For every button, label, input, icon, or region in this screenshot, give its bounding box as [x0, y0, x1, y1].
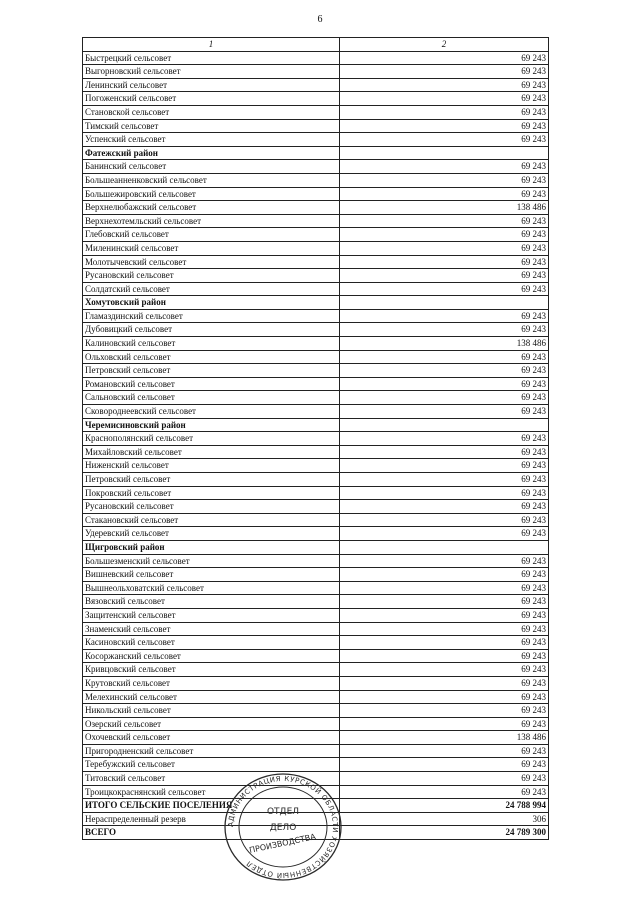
amount-value [340, 296, 549, 310]
amount-value: 69 243 [340, 676, 549, 690]
table-row [83, 649, 549, 663]
stamp-outer-text: АДМИНИСТРАЦИЯ КУРСКОЙ ОБЛАСТИ ХОЗЯЙСТВЕННЫЙ ОТДЕЛ [226, 774, 340, 880]
table-row [83, 309, 549, 323]
settlement-name: Знаменский сельсовет [83, 622, 340, 636]
table-row [83, 255, 549, 269]
table-row [83, 350, 549, 364]
table-row [83, 78, 549, 92]
table-body [83, 51, 549, 839]
amount-value: 69 243 [340, 500, 549, 514]
table-row [83, 269, 549, 283]
settlement-name: Мелехинский сельсовет [83, 690, 340, 704]
table-row [83, 432, 549, 446]
column-header-2: 2 [340, 38, 549, 52]
table-row [83, 173, 549, 187]
settlement-name: Никольский сельсовет [83, 704, 340, 718]
amount-value: 69 243 [340, 214, 549, 228]
table-row [83, 595, 549, 609]
settlement-name: Русановский сельсовет [83, 500, 340, 514]
stamp-line-1: ОТДЕЛ [266, 807, 300, 817]
settlement-name: Касиновский сельсовет [83, 636, 340, 650]
amount-value: 69 243 [340, 51, 549, 65]
table-row [83, 459, 549, 473]
settlement-name: Петровский сельсовет [83, 473, 340, 487]
settlement-name: Покровский сельсовет [83, 486, 340, 500]
settlement-name: Молотычевский сельсовет [83, 255, 340, 269]
amount-value: 69 243 [340, 323, 549, 337]
table-row [83, 554, 549, 568]
amount-value: 69 243 [340, 187, 549, 201]
settlement-name: Вишневский сельсовет [83, 568, 340, 582]
table-row [83, 364, 549, 378]
table-row [83, 105, 549, 119]
amount-value: 69 243 [340, 785, 549, 799]
amount-value [340, 540, 549, 554]
table-row [83, 473, 549, 487]
stamp-line-3: ПРОИЗВОДСТВА [248, 832, 317, 855]
table-row [83, 445, 549, 459]
settlement-name: Кривцовский сельсовет [83, 663, 340, 677]
table-row [83, 405, 549, 419]
amount-value: 24 788 994 [340, 799, 549, 813]
settlement-name: Тимский сельсовет [83, 119, 340, 133]
amount-value: 69 243 [340, 690, 549, 704]
table-row [83, 513, 549, 527]
settlement-name: Троицкокраснянский сельсовет [83, 785, 340, 799]
settlement-name: Ниженский сельсовет [83, 459, 340, 473]
amount-value: 69 243 [340, 473, 549, 487]
amount-value: 69 243 [340, 173, 549, 187]
settlement-name: Черемисиновский район [83, 418, 340, 432]
amount-value: 138 486 [340, 201, 549, 215]
amount-value: 69 243 [340, 405, 549, 419]
amount-value: 24 789 300 [340, 826, 549, 840]
settlement-name: Ленинский сельсовет [83, 78, 340, 92]
table-header-row [83, 38, 549, 52]
page-number: 6 [317, 14, 323, 25]
settlement-name: Озерский сельсовет [83, 717, 340, 731]
amount-value: 69 243 [340, 105, 549, 119]
table-row [83, 65, 549, 79]
amount-value: 69 243 [340, 255, 549, 269]
amount-value: 138 486 [340, 731, 549, 745]
table-row [83, 391, 549, 405]
amount-value: 69 243 [340, 309, 549, 323]
table-row [83, 731, 549, 745]
settlement-name: Миленинский сельсовет [83, 241, 340, 255]
amount-value: 69 243 [340, 445, 549, 459]
settlement-name: Погоженский сельсовет [83, 92, 340, 106]
settlement-name: Титовский сельсовет [83, 772, 340, 786]
settlement-name: Большежировский сельсовет [83, 187, 340, 201]
settlement-name: Ольховский сельсовет [83, 350, 340, 364]
amount-value: 69 243 [340, 432, 549, 446]
settlement-name: Пригородненский сельсовет [83, 744, 340, 758]
settlement-name: ВСЕГО [83, 826, 340, 840]
amount-value: 69 243 [340, 622, 549, 636]
amount-value [340, 418, 549, 432]
settlement-name: Глебовский сельсовет [83, 228, 340, 242]
settlement-name: Выгорновский сельсовет [83, 65, 340, 79]
amount-value: 69 243 [340, 663, 549, 677]
settlement-name: Краснополянский сельсовет [83, 432, 340, 446]
settlement-name: Быстрецкий сельсовет [83, 51, 340, 65]
amount-value: 138 486 [340, 337, 549, 351]
amount-value: 69 243 [340, 65, 549, 79]
settlement-name: Вышнеольховатский сельсовет [83, 581, 340, 595]
table-row [83, 690, 549, 704]
settlement-name: Удеревский сельсовет [83, 527, 340, 541]
allocation-table [82, 37, 549, 840]
amount-value: 69 243 [340, 527, 549, 541]
amount-value: 69 243 [340, 649, 549, 663]
table-row [83, 568, 549, 582]
amount-value: 69 243 [340, 636, 549, 650]
table-row [83, 758, 549, 772]
settlement-name: Петровский сельсовет [83, 364, 340, 378]
table-row [83, 527, 549, 541]
table-row [83, 581, 549, 595]
amount-value: 69 243 [340, 704, 549, 718]
table-row [83, 500, 549, 514]
district-header-row [83, 540, 549, 554]
amount-value: 69 243 [340, 241, 549, 255]
table-row [83, 377, 549, 391]
amount-value: 306 [340, 812, 549, 826]
table-row [83, 51, 549, 65]
settlement-name: Солдатский сельсовет [83, 282, 340, 296]
amount-value: 69 243 [340, 513, 549, 527]
amount-value: 69 243 [340, 486, 549, 500]
settlement-name: Дубовицкий сельсовет [83, 323, 340, 337]
settlement-name: Романовский сельсовет [83, 377, 340, 391]
amount-value: 69 243 [340, 595, 549, 609]
table-row [83, 133, 549, 147]
settlement-name: Верхнелюбажский сельсовет [83, 201, 340, 215]
settlement-name: Михайловский сельсовет [83, 445, 340, 459]
stamp-line-2: ДЕЛО [269, 823, 297, 833]
official-stamp [222, 772, 344, 882]
settlement-name: Теребужский сельсовет [83, 758, 340, 772]
district-header-row [83, 296, 549, 310]
table-row [83, 92, 549, 106]
amount-value: 69 243 [340, 269, 549, 283]
amount-value: 69 243 [340, 282, 549, 296]
amount-value: 69 243 [340, 364, 549, 378]
settlement-name: Фатежский район [83, 146, 340, 160]
amount-value: 69 243 [340, 459, 549, 473]
amount-value: 69 243 [340, 119, 549, 133]
table-row [83, 704, 549, 718]
settlement-name: Стакановский сельсовет [83, 513, 340, 527]
settlement-name: Косоржанский сельсовет [83, 649, 340, 663]
table-row [83, 636, 549, 650]
column-header-1: 1 [83, 38, 340, 52]
settlement-name: Сальновский сельсовет [83, 391, 340, 405]
amount-value: 69 243 [340, 377, 549, 391]
amount-value: 69 243 [340, 92, 549, 106]
table-row [83, 160, 549, 174]
settlement-name: Нераспределенный резерв [83, 812, 340, 826]
amount-value: 69 243 [340, 608, 549, 622]
table-row [83, 337, 549, 351]
settlement-name: Большезменский сельсовет [83, 554, 340, 568]
table-row [83, 744, 549, 758]
settlement-name: Русановский сельсовет [83, 269, 340, 283]
settlement-name: Крутовский сельсовет [83, 676, 340, 690]
table-row [83, 486, 549, 500]
amount-value: 69 243 [340, 391, 549, 405]
amount-value: 69 243 [340, 78, 549, 92]
table-row [83, 187, 549, 201]
amount-value: 69 243 [340, 772, 549, 786]
table-row [83, 282, 549, 296]
settlement-name: Щигровский район [83, 540, 340, 554]
table-row [83, 676, 549, 690]
settlement-name: Охочевский сельсовет [83, 731, 340, 745]
amount-value: 69 243 [340, 160, 549, 174]
table-row [83, 228, 549, 242]
district-header-row [83, 418, 549, 432]
table-row [83, 622, 549, 636]
table-row [83, 717, 549, 731]
amount-value [340, 146, 549, 160]
table-row [83, 119, 549, 133]
table-row [83, 201, 549, 215]
amount-value: 69 243 [340, 554, 549, 568]
settlement-name: Калиновский сельсовет [83, 337, 340, 351]
table-row [83, 214, 549, 228]
amount-value: 69 243 [340, 581, 549, 595]
settlement-name: ИТОГО СЕЛЬСКИЕ ПОСЕЛЕНИЯ [83, 799, 340, 813]
table-row [83, 323, 549, 337]
settlement-name: Сковороднеевский сельсовет [83, 405, 340, 419]
settlement-name: Становской сельсовет [83, 105, 340, 119]
settlement-name: Защитенский сельсовет [83, 608, 340, 622]
amount-value: 69 243 [340, 133, 549, 147]
amount-value: 69 243 [340, 717, 549, 731]
amount-value: 69 243 [340, 228, 549, 242]
amount-value: 69 243 [340, 568, 549, 582]
settlement-name: Успенский сельсовет [83, 133, 340, 147]
table-row [83, 241, 549, 255]
settlement-name: Верхнехотемльский сельсовет [83, 214, 340, 228]
settlement-name: Банинский сельсовет [83, 160, 340, 174]
table-row [83, 608, 549, 622]
district-header-row [83, 146, 549, 160]
settlement-name: Гламаздинский сельсовет [83, 309, 340, 323]
settlement-name: Вязовский сельсовет [83, 595, 340, 609]
amount-value: 69 243 [340, 350, 549, 364]
table-row [83, 663, 549, 677]
amount-value: 69 243 [340, 744, 549, 758]
settlement-name: Хомутовский район [83, 296, 340, 310]
amount-value: 69 243 [340, 758, 549, 772]
settlement-name: Большеанненковский сельсовет [83, 173, 340, 187]
